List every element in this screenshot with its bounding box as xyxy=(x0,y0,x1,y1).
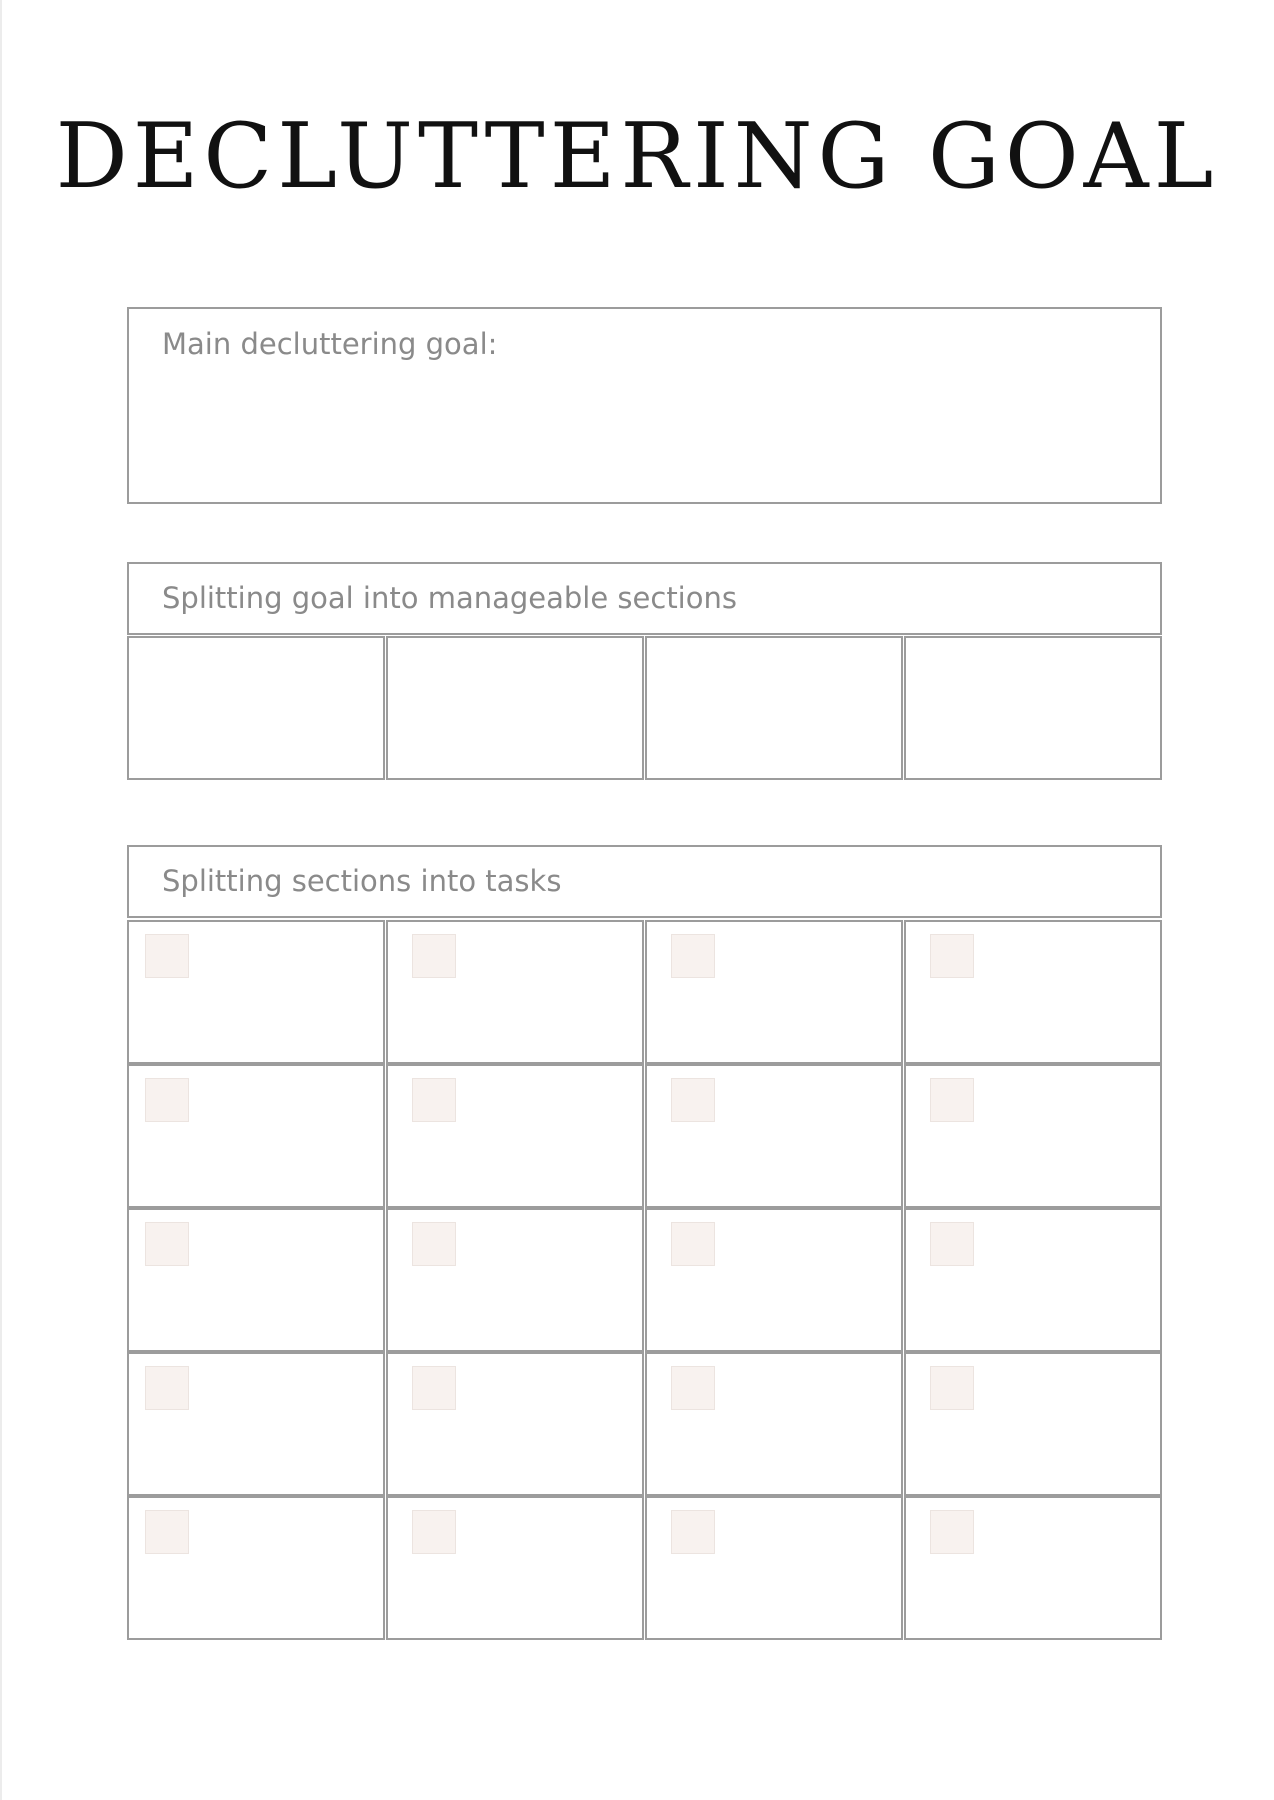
task-cell[interactable] xyxy=(645,1496,903,1640)
task-cell[interactable] xyxy=(127,1064,385,1208)
task-checkbox[interactable] xyxy=(412,1222,456,1266)
task-cell[interactable] xyxy=(904,1208,1162,1352)
task-cell[interactable] xyxy=(386,1496,644,1640)
section-cell-4[interactable] xyxy=(904,636,1162,780)
task-cell[interactable] xyxy=(645,1064,903,1208)
task-checkbox[interactable] xyxy=(671,1366,715,1410)
task-cell[interactable] xyxy=(904,1352,1162,1496)
task-cell[interactable] xyxy=(127,1496,385,1640)
task-checkbox[interactable] xyxy=(671,1078,715,1122)
task-checkbox[interactable] xyxy=(145,1078,189,1122)
sections-header xyxy=(127,562,1162,635)
task-cell[interactable] xyxy=(386,920,644,1064)
task-cell[interactable] xyxy=(645,1208,903,1352)
tasks-header-label: Splitting sections into tasks xyxy=(162,864,562,898)
task-checkbox[interactable] xyxy=(145,934,189,978)
tasks-header xyxy=(127,845,1162,918)
main-goal-box[interactable] xyxy=(127,307,1162,504)
task-checkbox[interactable] xyxy=(930,1078,974,1122)
task-cell[interactable] xyxy=(386,1352,644,1496)
task-cell[interactable] xyxy=(127,1352,385,1496)
page-edge xyxy=(0,0,2,1800)
task-checkbox[interactable] xyxy=(412,934,456,978)
task-checkbox[interactable] xyxy=(930,1366,974,1410)
sections-grid xyxy=(127,636,1162,780)
page-title: DECLUTTERING GOAL xyxy=(55,104,1219,209)
task-checkbox[interactable] xyxy=(671,1510,715,1554)
task-checkbox[interactable] xyxy=(930,1222,974,1266)
sections-header-label: Splitting goal into manageable sections xyxy=(162,581,737,615)
task-checkbox[interactable] xyxy=(145,1366,189,1410)
section-cell-2[interactable] xyxy=(386,636,644,780)
task-checkbox[interactable] xyxy=(930,934,974,978)
tasks-grid xyxy=(127,920,1162,1640)
task-checkbox[interactable] xyxy=(671,934,715,978)
section-cell-1[interactable] xyxy=(127,636,385,780)
task-cell[interactable] xyxy=(904,1496,1162,1640)
task-cell[interactable] xyxy=(386,1208,644,1352)
task-checkbox[interactable] xyxy=(412,1078,456,1122)
task-checkbox[interactable] xyxy=(671,1222,715,1266)
section-cell-3[interactable] xyxy=(645,636,903,780)
task-checkbox[interactable] xyxy=(930,1510,974,1554)
task-cell[interactable] xyxy=(386,1064,644,1208)
task-checkbox[interactable] xyxy=(145,1510,189,1554)
task-checkbox[interactable] xyxy=(145,1222,189,1266)
task-cell[interactable] xyxy=(127,920,385,1064)
task-cell[interactable] xyxy=(645,1352,903,1496)
task-checkbox[interactable] xyxy=(412,1510,456,1554)
main-goal-label: Main decluttering goal: xyxy=(162,327,498,361)
task-cell[interactable] xyxy=(127,1208,385,1352)
task-checkbox[interactable] xyxy=(412,1366,456,1410)
task-cell[interactable] xyxy=(645,920,903,1064)
task-cell[interactable] xyxy=(904,920,1162,1064)
task-cell[interactable] xyxy=(904,1064,1162,1208)
